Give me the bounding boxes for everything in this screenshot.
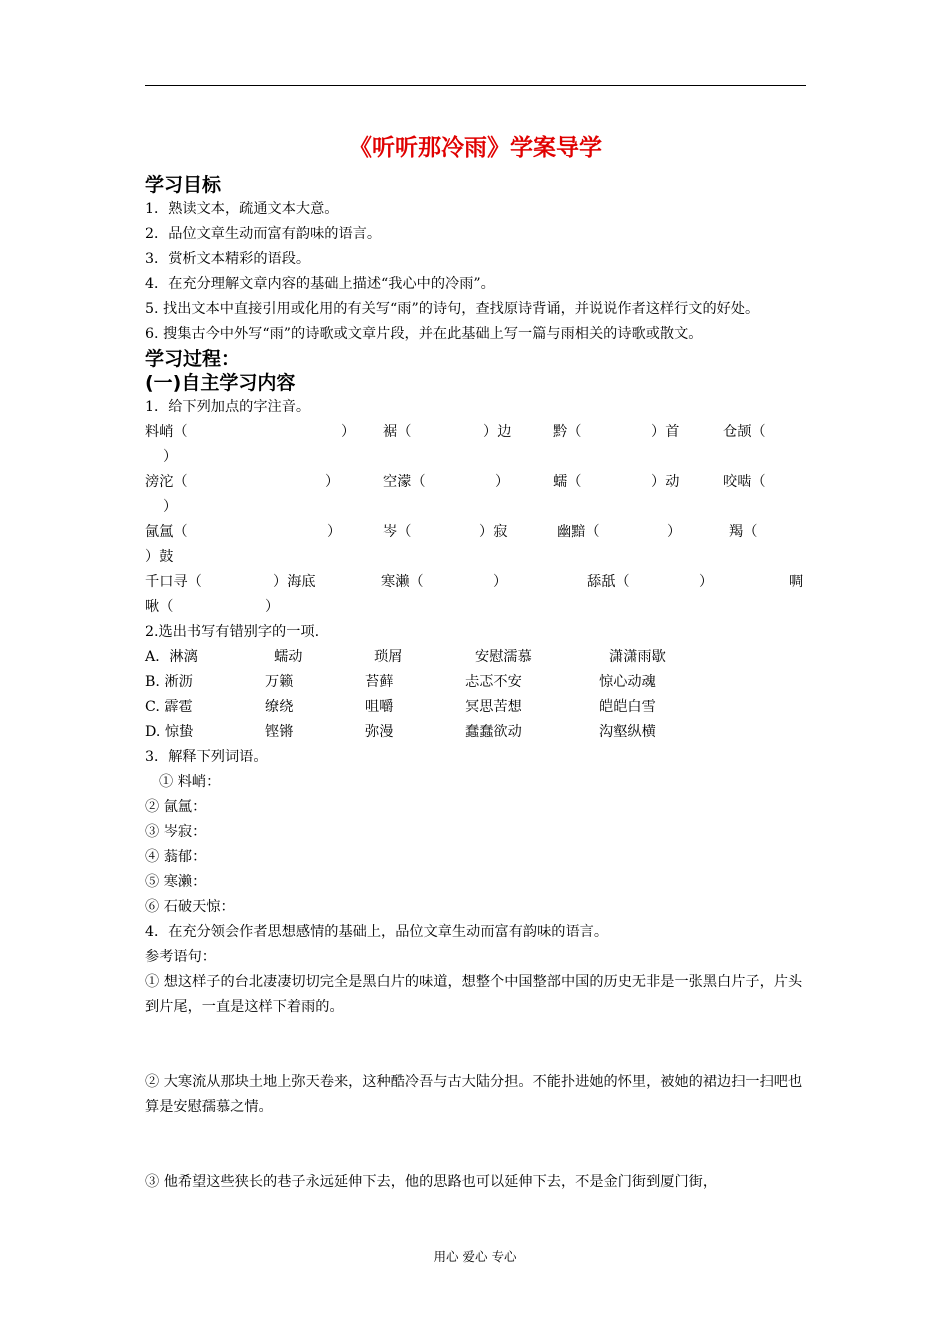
phonetic-cell: ）鼓: [145, 549, 174, 565]
phonetic-row-wrap: [145, 545, 806, 570]
goal-item: 3．赏析文本精彩的语段。: [145, 251, 311, 267]
phonetic-cell: ）: [341, 424, 356, 440]
option-word: 弥漫: [365, 724, 394, 740]
page-footer: 用心 爱心 专心: [433, 1249, 517, 1264]
option-word: 琐屑: [374, 649, 403, 665]
reference-sentence: ③ 他希望这些狭长的巷子永远延伸下去，他的思路也可以延伸下去，不是金门街到厦门街，: [145, 1174, 718, 1190]
option-word: 蠢蠢欲动: [465, 724, 522, 740]
goal-item: 4．在充分理解文章内容的基础上描述“我心中的冷雨”。: [145, 276, 495, 292]
phonetic-cell: 啁: [789, 574, 804, 590]
option-word: B. 淅沥: [145, 674, 193, 690]
phonetic-cell: ）: [493, 574, 508, 590]
phonetic-cell: 羯（: [729, 524, 758, 540]
option-row-b: [145, 670, 806, 695]
phonetic-cell: 蠕（: [553, 474, 582, 490]
option-word: 蠕动: [274, 649, 303, 665]
phonetic-cell: ）边: [483, 424, 512, 440]
option-word: A．淋漓: [145, 649, 198, 665]
option-word: 沟壑纵横: [599, 724, 656, 740]
self-study-heading: (一)自主学习内容: [145, 372, 296, 394]
phonetic-row-wrap: [145, 445, 806, 470]
answer-space: [145, 1020, 806, 1070]
header-rule: [145, 85, 806, 86]
phonetic-cell: ）: [325, 474, 340, 490]
process-heading: 学习过程：: [145, 348, 241, 370]
phonetic-cell: 岑（: [383, 524, 412, 540]
option-word: 潇潇雨歇: [609, 649, 666, 665]
question-2-stem: 2.选出书写有错别字的一项.: [145, 624, 320, 640]
phonetic-cell: 舔舐（: [587, 574, 630, 590]
question-4-stem: 4．在充分领会作者思想感情的基础上，品位文章生动而富有韵味的语言。: [145, 924, 609, 940]
goal-item: 2．品位文章生动而富有韵味的语言。: [145, 226, 382, 242]
phonetic-row: [145, 570, 806, 595]
phonetic-row: [145, 520, 806, 545]
option-word: 冥思苦想: [465, 699, 522, 715]
option-word: C. 霹雹: [145, 699, 193, 715]
phonetic-cell: 千口寻（: [145, 574, 202, 590]
phonetic-cell: ）: [699, 574, 714, 590]
phonetic-cell: 寒濑（: [381, 574, 424, 590]
phonetic-cell: ）: [327, 524, 342, 540]
option-word: 忐忑不安: [465, 674, 522, 690]
phonetic-cell: 咬啮（: [723, 474, 766, 490]
reference-label: 参考语句：: [145, 949, 216, 965]
document-body: [145, 128, 806, 1195]
option-word: 安慰濡慕: [475, 649, 532, 665]
reference-sentence: ① 想这样子的台北凄凄切切完全是黑白片的味道，想整个中国整部中国的历史无非是一张黑白片子，片头到片尾，一直是这样下着雨的。: [145, 974, 803, 1015]
term-item: ⑥ 石破天惊：: [145, 899, 235, 915]
phonetic-row: [145, 420, 806, 445]
phonetic-cell: ）首: [651, 424, 680, 440]
phonetic-cell: 幽黯（: [557, 524, 600, 540]
phonetic-cell: 仓颉（: [723, 424, 766, 440]
answer-space: [145, 1120, 806, 1170]
phonetic-cell: ）寂: [479, 524, 508, 540]
term-item: ② 氤氲：: [145, 799, 207, 815]
option-word: 咀嚼: [365, 699, 394, 715]
goal-item: 1．熟读文本，疏通文本大意。: [145, 201, 339, 217]
goal-item: 5. 找出文本中直接引用或化用的有关写“雨”的诗句，查找原诗背诵，并说说作者这样行文的好处。: [145, 301, 760, 317]
option-row-c: [145, 695, 806, 720]
option-word: 缭绕: [265, 699, 294, 715]
phonetic-cell: 空濛（: [383, 474, 426, 490]
option-word: 皑皑白雪: [599, 699, 656, 715]
term-item: ③ 岑寂：: [145, 824, 207, 840]
term-item: ① 料峭：: [159, 774, 221, 790]
option-word: 惊心动魂: [599, 674, 656, 690]
phonetic-cell: ）: [265, 599, 280, 615]
phonetic-row-wrap: [145, 595, 806, 620]
phonetic-cell: 黔（: [553, 424, 582, 440]
reference-sentence: ② 大寒流从那块土地上弥天卷来，这种酷冷吾与古大陆分担。不能扑进她的怀里，被她的裙边扫一扫吧也算是安慰孺慕之情。: [145, 1074, 803, 1115]
option-word: 铿锵: [265, 724, 294, 740]
option-word: D. 惊蛰: [145, 724, 194, 740]
question-3-stem: 3．解释下列词语。: [145, 749, 268, 765]
phonetic-cell: 啾（: [145, 599, 174, 615]
option-row-a: [145, 645, 806, 670]
document-title: 《听听那冷雨》学案导学: [349, 134, 602, 161]
phonetic-cell: 滂沱（: [145, 474, 188, 490]
phonetic-cell: 裾（: [383, 424, 412, 440]
phonetic-row-wrap: [145, 495, 806, 520]
phonetic-cell: 料峭（: [145, 424, 188, 440]
option-row-d: [145, 720, 806, 745]
term-item: ⑤ 寒濑：: [145, 874, 207, 890]
goal-item: 6. 搜集古今中外写“雨”的诗歌或文章片段，并在此基础上写一篇与雨相关的诗歌或散文。: [145, 326, 703, 342]
phonetic-cell: 氤氲（: [145, 524, 188, 540]
phonetic-cell: ）: [163, 499, 178, 515]
phonetic-row: [145, 470, 806, 495]
phonetic-cell: ）: [163, 449, 178, 465]
phonetic-cell: ）: [495, 474, 510, 490]
option-word: 苔藓: [365, 674, 394, 690]
option-word: 万籁: [265, 674, 294, 690]
phonetic-cell: ）动: [651, 474, 680, 490]
phonetic-cell: ）: [667, 524, 682, 540]
goals-heading: 学习目标: [145, 174, 222, 196]
phonetic-cell: ）海底: [273, 574, 316, 590]
term-item: ④ 蓊郁：: [145, 849, 207, 865]
question-1-stem: 1．给下列加点的字注音。: [145, 399, 311, 415]
